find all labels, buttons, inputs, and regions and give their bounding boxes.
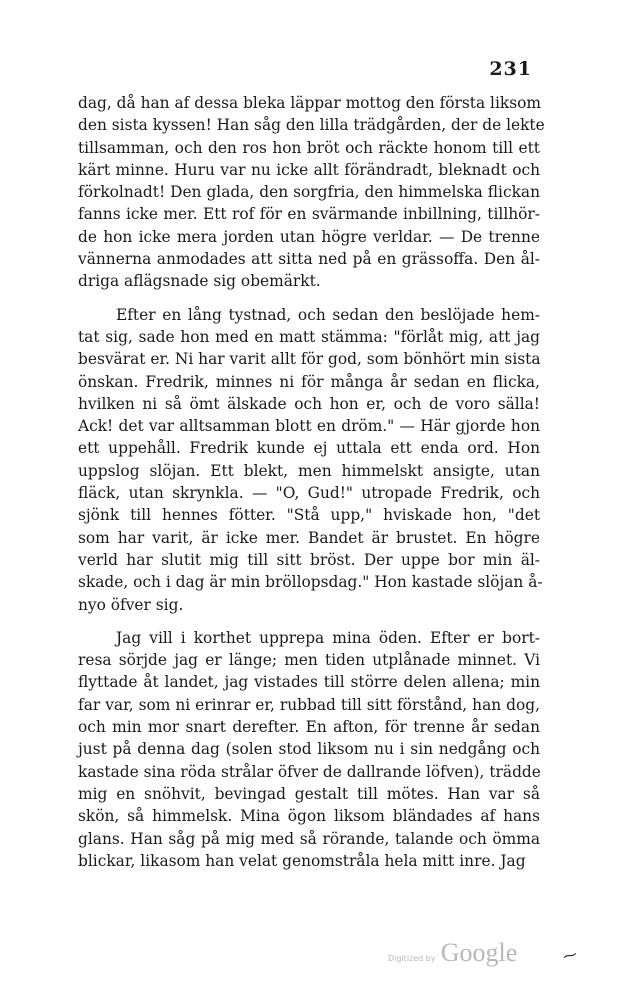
text-line: nyo öfver sig. (78, 595, 184, 614)
text-line: Efter en lång tystnad, och sedan den beslöjade hem- (116, 305, 540, 324)
google-watermark (388, 938, 517, 968)
text-line: tillsamman, och den ros hon bröt och räckte honom till ett (78, 138, 540, 157)
text-line: ett uppehåll. Fredrik kunde ej uttala ett enda ord. Hon (78, 439, 540, 458)
page-number: 231 (489, 58, 532, 80)
text-line: och min mor snart derefter. En afton, för trenne år sedan (78, 718, 540, 737)
text-line: Jag vill i korthet upprepa mina öden. Efter er bort- (116, 628, 540, 647)
page-text (78, 92, 545, 872)
text-line: fläck, utan skrynkla. — "O, Gud!" utropade Fredrik, och (78, 484, 540, 503)
text-line: resa sörjde jag er länge; men tiden utplånade minnet. Vi (78, 651, 540, 670)
ink-mark-icon: ⁓ (561, 946, 579, 966)
text-line: kastade sina röda strålar öfver de dallrande löfven), trädde (78, 762, 541, 781)
text-line: hvilken ni så ömt älskade och hon er, och de voro sälla! (78, 394, 540, 413)
text-line: den sista kyssen! Han såg den lilla trädgården, der de lekte (78, 116, 545, 135)
text-line: skön, så himmelsk. Mina ögon liksom bländades af hans (78, 807, 540, 826)
watermark-brand: Google (440, 938, 518, 967)
paragraph (78, 304, 543, 616)
text-line: uppslog slöjan. Ett blekt, men himmelskt ansigte, utan (78, 461, 540, 480)
text-line: mig en snöhvit, bevingad gestalt till mötes. Han var så (78, 784, 540, 803)
paragraph (78, 92, 545, 293)
text-line: förkolnadt! Den glada, den sorgfria, den himmelska flickan (78, 183, 540, 202)
text-line: sjönk till hennes fötter. "Stå upp," hviskade hon, "det (78, 506, 540, 525)
text-line: verld har slutit mig till sitt bröst. Der uppe bor min äl- (78, 550, 540, 569)
text-line: flyttade åt landet, jag vistades till större delen allena; min (78, 673, 540, 692)
text-line: som har varit, är icke mer. Bandet är brustet. En högre (78, 528, 540, 547)
text-line: just på denna dag (solen stod liksom nu i sin nedgång och (78, 740, 540, 759)
text-line: Ack! det var alltsamman blott en dröm." — Här gjorde hon (78, 417, 540, 436)
paragraph (78, 627, 540, 872)
watermark-prefix: Digitized by (388, 954, 436, 963)
text-line: blickar, likasom han velat genomstråla hela mitt inre. Jag (78, 851, 526, 870)
text-line: besvärat er. Ni har varit allt för god, som bönhört min sista (78, 350, 541, 369)
text-line: kärt minne. Huru var nu icke allt förändradt, bleknadt och (78, 160, 540, 179)
text-line: fanns icke mer. Ett rof för en svärmande inbillning, tillhör- (78, 205, 540, 224)
text-line: tat sig, sade hon med en matt stämma: "förlåt mig, att jag (78, 327, 540, 346)
text-line: glans. Han såg på mig med så rörande, talande och ömma (78, 829, 540, 848)
text-line: dag, då han af dessa bleka läppar mottog den första liksom (78, 94, 541, 112)
text-line: skade, och i dag är min bröllopsdag." Hon kastade slöjan å- (78, 573, 543, 592)
text-line: vännerna anmodades att sitta ned på en grässoffa. Den ål- (78, 250, 540, 269)
text-line: driga aflägsnade sig obemärkt. (78, 272, 321, 291)
text-line: de hon icke mera jorden utan högre verldar. — De trenne (78, 227, 540, 246)
text-line: önskan. Fredrik, minnes ni för många år sedan en flicka, (78, 372, 540, 391)
text-line: far var, som ni erinrar er, rubbad till sitt förstånd, han dog, (78, 695, 540, 714)
